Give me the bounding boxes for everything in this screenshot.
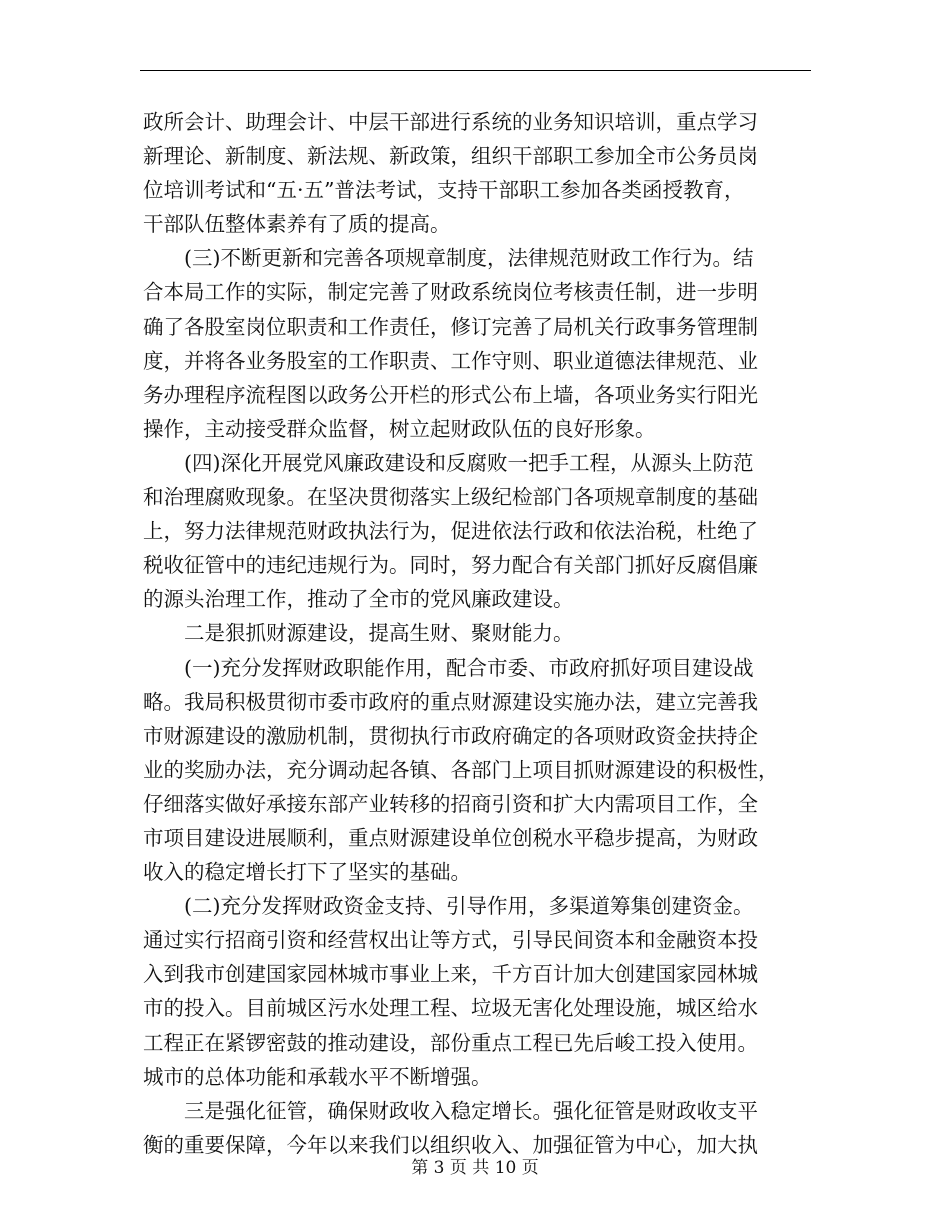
text-line: (三)不断更新和完善各项规章制度，法律规范财政工作行为。结 <box>184 246 754 271</box>
text-line: 税收征管中的违纪违规行为。同时，努力配合有关部门抓好反腐倡廉 <box>143 553 758 578</box>
text-line: 略。我局积极贯彻市委市政府的重点财源建设实施办法，建立完善我 <box>143 689 758 714</box>
text-line: 通过实行招商引资和经营权出让等方式，引导民间资本和金融资本投 <box>143 928 758 953</box>
text-line: 入到我市创建国家园林城市事业上来，千方百计加大创建国家园林城 <box>143 962 758 987</box>
page-footer: 第 3 页 共 10 页 <box>411 1158 539 1178</box>
text-line: 操作，主动接受群众监督，树立起财政队伍的良好形象。 <box>143 416 656 441</box>
text-line: (二)充分发挥财政资金支持、引导作用，多渠道筹集创建资金。 <box>184 894 754 919</box>
header-rule <box>140 70 811 71</box>
text-line: 市项目建设进展顺利，重点财源建设单位创税水平稳步提高，为财政 <box>143 825 758 850</box>
text-line: 和治理腐败现象。在坚决贯彻落实上级纪检部门各项规章制度的基础 <box>143 485 758 510</box>
text-line: 城市的总体功能和承载水平不断增强。 <box>143 1064 492 1089</box>
text-line: 确了各股室岗位职责和工作责任，修订完善了局机关行政事务管理制 <box>143 314 758 339</box>
text-line: 合本局工作的实际，制定完善了财政系统岗位考核责任制，进一步明 <box>143 280 758 305</box>
text-line: 务办理程序流程图以政务公开栏的形式公布上墙，各项业务实行阳光 <box>143 382 758 407</box>
text-line: 的源头治理工作，推动了全市的党风廉政建设。 <box>143 587 574 612</box>
text-line: 三是强化征管，确保财政收入稳定增长。强化征管是财政收支平 <box>184 1098 758 1123</box>
text-line: 干部队伍整体素养有了质的提高。 <box>143 212 451 237</box>
text-line: 上，努力法律规范财政执法行为，促进依法行政和依法治税，杜绝了 <box>143 519 758 544</box>
text-line: 新理论、新制度、新法规、新政策，组织干部职工参加全市公务员岗 <box>143 144 758 169</box>
text-line: 市的投入。目前城区污水处理工程、垃圾无害化处理设施，城区给水 <box>143 996 758 1021</box>
document-body <box>143 105 811 1162</box>
text-line: 二是狠抓财源建设，提高生财、聚财能力。 <box>184 621 574 646</box>
text-line: (一)充分发挥财政职能作用，配合市委、市政府抓好项目建设战 <box>184 655 754 680</box>
text-line: 位培训考试和“五·五”普法考试，支持干部职工参加各类函授教育， <box>143 178 745 203</box>
text-line: 收入的稳定增长打下了坚实的基础。 <box>143 860 471 885</box>
text-line: 业的奖励办法，充分调动起各镇、各部门上项目抓财源建设的积极性， <box>143 757 779 782</box>
text-line: 衡的重要保障，今年以来我们以组织收入、加强征管为中心，加大执 <box>143 1132 758 1157</box>
text-line: 度，并将各业务股室的工作职责、工作守则、职业道德法律规范、业 <box>143 348 758 373</box>
text-line: 工程正在紧锣密鼓的推动建设，部份重点工程已先后峻工投入使用。 <box>143 1030 758 1055</box>
text-line: 市财源建设的激励机制，贯彻执行市政府确定的各项财政资金扶持企 <box>143 723 758 748</box>
text-line: (四)深化开展党风廉政建设和反腐败一把手工程，从源头上防范 <box>184 450 754 475</box>
text-line: 政所会计、助理会计、中层干部进行系统的业务知识培训，重点学习 <box>143 110 758 134</box>
text-line: 仔细落实做好承接东部产业转移的招商引资和扩大内需项目工作，全 <box>143 791 758 816</box>
